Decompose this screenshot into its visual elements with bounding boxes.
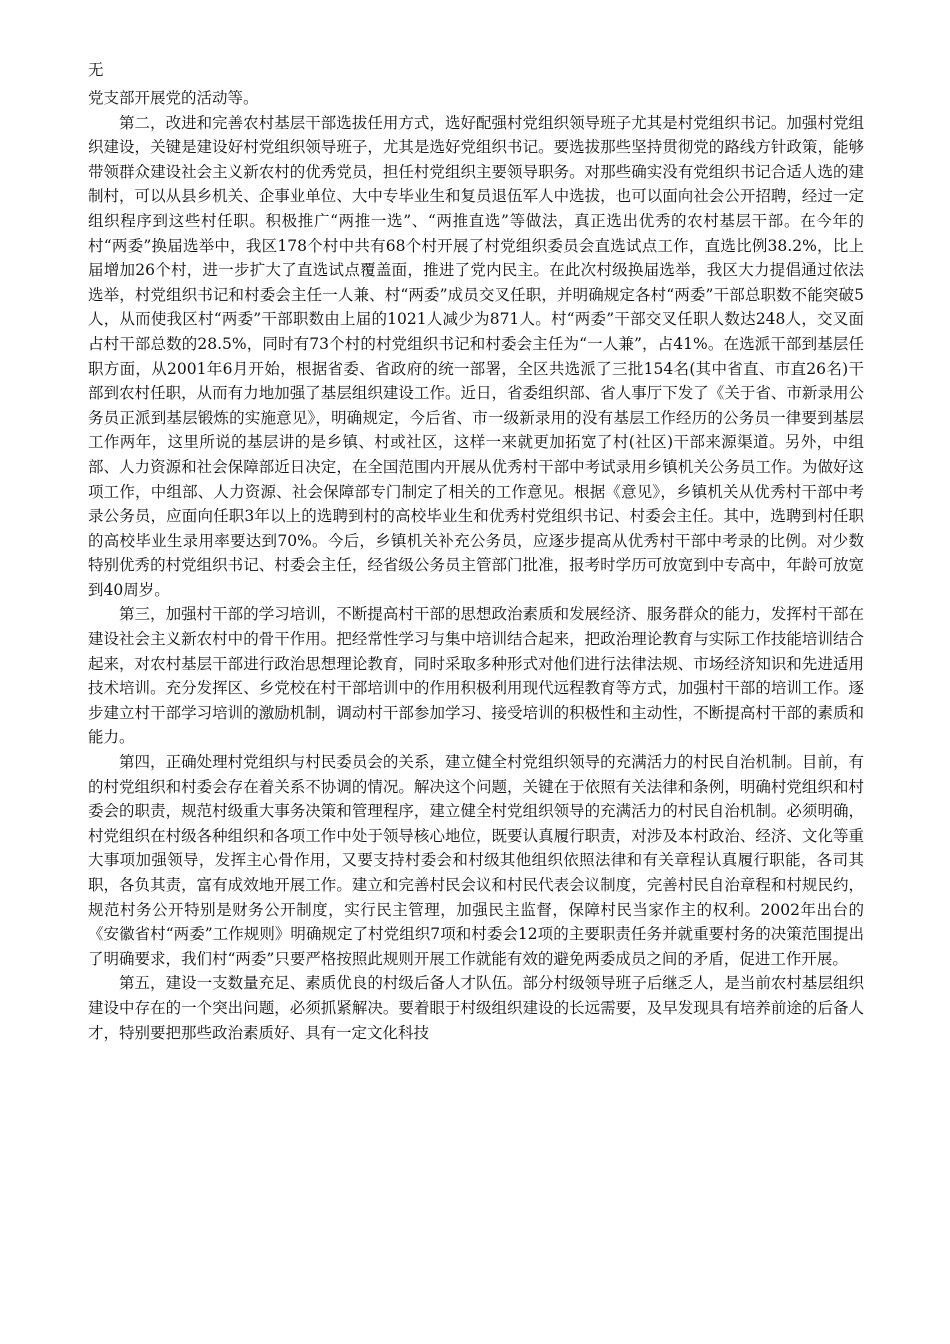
paragraph-continuation: 党支部开展党的活动等。 bbox=[88, 89, 259, 107]
header-mark: 无 bbox=[88, 61, 104, 79]
paragraph-fourth-point: 第四，正确处理村党组织与村民委员会的关系，建立健全村党组织领导的充满活力的村民自治机制。目前，有的村党组织和村委会存在着关系不协调的情况。解决这个问题，关键在于依照有关法律和条例，明确村党组织和村委会的职责，规范村级重大事务决策和管理程序，建立健全村党组织领导的充满活力的村民自治机制。必须明确，村党组织在村级各种组织和各项工作中处于领导核心地位，既要认真履行职责，对涉及本村政治、经济、文化等重大事项加强领导，发挥主心骨作用，又要支持村委会和村级其他组织依照法律和有关章程认真履行职能，各司其职，各负其责，富有成效地开展工作。建立和完善村民会议和村民代表会议制度，完善村民自治章程和村规民约，规范村务公开特别是财务公开制度，实行民主管理，加强民主监督，保障村民当家作主的权利。2002年出台的《安徽省村“两委”工作规则》明确规定了村党组织7项和村委会12项的主要职责任务并就重要村务的决策范围提出了明确要求，我们村“两委”只要严格按照此规则开展工作就能有效的避免两委成员之间的矛盾，促进工作开展。 bbox=[88, 753, 864, 968]
paragraph-third-point: 第三，加强村干部的学习培训，不断提高村干部的思想政治素质和发展经济、服务群众的能力，发挥村干部在建设社会主义新农村中的骨干作用。把经常性学习与集中培训结合起来，把政治理论教育与实际工作技能培训结合起来，对农村基层干部进行政治思想理论教育，同时采取多种形式对他们进行法律法规、市场经济知识和先进适用技术培训。充分发挥区、乡党校在村干部培训中的作用积极利用现代远程教育等方式，加强村干部的培训工作。逐步建立村干部学习培训的激励机制，调动村干部参加学习、接受培训的积极性和主动性，不断提高村干部的素质和能力。 bbox=[88, 605, 864, 747]
paragraph-second-point: 第二，改进和完善农村基层干部选拔任用方式，选好配强村党组织领导班子尤其是村党组织书记。加强村党组织建设，关键是建设好村党组织领导班子，尤其是选好党组织书记。要选拔那些坚持贯彻党的路线方针政策，能够带领群众建设社会主义新农村的优秀党员，担任村党组织主要领导职务。对那些确实没有党组织书记合适人选的建制村，可以从县乡机关、企事业单位、大中专毕业生和复员退伍军人中选拔，也可以面向社会公开招聘，经过一定组织程序到这些村任职。积极推广“两推一选”、“两推直选”等做法，真正选出优秀的农村基层干部。在今年的村“两委”换届选举中，我区178个村中共有68个村开展了村党组织委员会直选试点工作，直选比例38.2%，比上届增加26个村，进一步扩大了直选试点覆盖面，推进了党内民主。在此次村级换届选举，我区大力提倡通过依法选举，村党组织书记和村委会主任一人兼、村“两委”成员交叉任职，并明确规定各村“两委”干部总职数不能突破5人，从而使我区村“两委”干部职数由上届的1021人减少为871人。村“两委”干部交叉任职人数达248人，交叉面占村干部总数的28.5%，同时有73个村的村党组织书记和村委会主任为“一人兼”，占41%。在选派干部到基层任职方面，从2001年6月开始，根据省委、省政府的统一部署，全区共选派了三批154名(其中省直、市直26名)干部到农村任职，从而有力地加强了基层组织建设工作。近日，省委组织部、省人事厅下发了《关于省、市新录用公务员正派到基层锻炼的实施意见》，明确规定，今后省、市一级新录用的没有基层工作经历的公务员一律要到基层工作两年，这里所说的基层讲的是乡镇、村或社区，这样一来就更加拓宽了村(社区)干部来源渠道。另外，中组部、人力资源和社会保障部近日决定，在全国范围内开展从优秀村干部中考试录用乡镇机关公务员工作。为做好这项工作，中组部、人力资源、社会保障部专门制定了相关的工作意见。根据《意见》，乡镇机关从优秀村干部中考录公务员，应面向任职3年以上的选聘到村的高校毕业生和优秀村党组织书记、村委会主任。其中，选聘到村任职的高校毕业生录用率要达到70%。今后，乡镇机关补充公务员，应逐步提高从优秀村干部中考录的比例。对少数特别优秀的村党组织书记、村委会主任，经省级公务员主管部门批准，报考时学历可放宽到中专高中，年龄可放宽到40周岁。 bbox=[88, 113, 864, 599]
document-page bbox=[88, 58, 864, 1045]
paragraph-fifth-point: 第五，建设一支数量充足、素质优良的村级后备人才队伍。部分村级领导班子后继乏人，是当前农村基层组织建设中存在的一个突出问题，必须抓紧解决。要着眼于村级组织建设的长远需要，及早发现具有培养前途的后备人才，特别要把那些政治素质好、具有一定文化科技 bbox=[88, 974, 864, 1042]
document-body bbox=[88, 86, 864, 1045]
